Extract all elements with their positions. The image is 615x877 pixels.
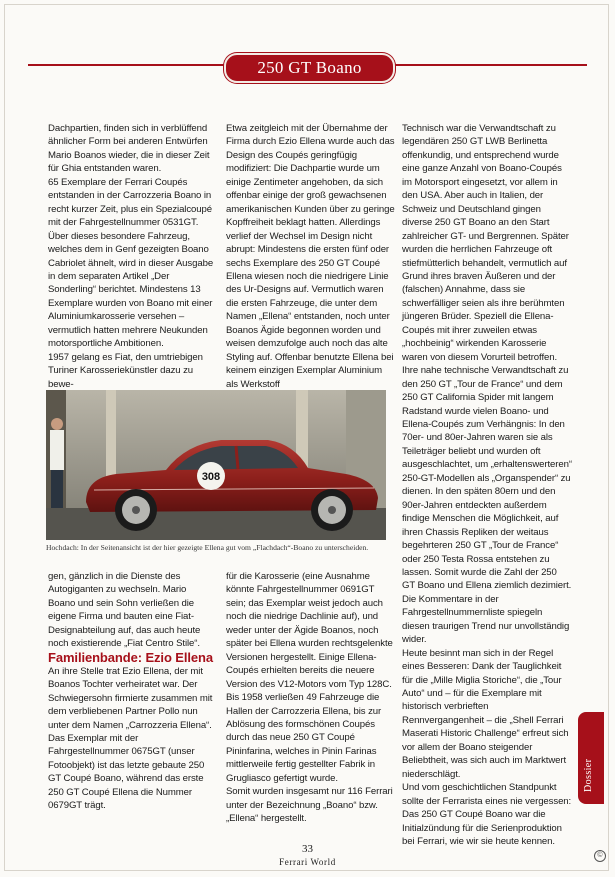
subheading: Familienbande: Ezio Ellena bbox=[48, 649, 213, 665]
paragraph: Etwa zeitgleich mit der Übernahme der Firma durch Ezio Ellena wurde auch das Design des Coupés geringfügig modifiziert: Die Dachpartie wurde um einige Zentimeter angehoben, da sich offenbar einige der groß gewachsenen amerikanischen Kunden über zu geringe Kopffreiheit beklagt hatten. Allerdings verlief der Wechsel im Design nicht abrupt: Mindestens die ersten fünf oder sechs Exemplare des 250 GT Coupé Ellena wiesen noch die niedrigere Linie des Ur-Designs auf. Vermutlich waren die ersten Fahrzeuge, die unter dem Namen „Ellena“ entstanden, noch unter Boanos Ägide begonnen worden und weisen demzufolge auch noch das alte Styling auf. Offenbar benutzte Ellena bei keinem einzigen Exemplar Aluminium als Werkstoff bbox=[226, 123, 395, 390]
column-2-top bbox=[226, 122, 396, 391]
paragraph: Heute besinnt man sich in der Regel eines Besseren: Dank der Tauglichkeit für die „Mille Miglia Storiche“, die „Tour Auto“ und – für die Exemplare mit historisch verbrieften Rennvergangenheit – die „Shell Ferrari Maserati Historic Challenge“ erfreut sich vor allem der Boano steigender Beliebtheit, was sich auch im Marktwert niederschlägt. bbox=[402, 647, 569, 780]
car-photo bbox=[46, 390, 386, 540]
race-number: 308 bbox=[201, 471, 221, 483]
header-rule-right bbox=[391, 64, 587, 66]
page-number: 33 bbox=[302, 843, 313, 855]
paragraph: Technisch war die Verwandtschaft zu legendären 250 GT LWB Berlinetta offenkundig, und entsprechend wurde eine ganze Anzahl von Boano-Coupés im Motorsport eingesetzt, vor allem in den USA. Aber auch in Italien, der Schweiz und Deutschland gingen diverse 250 GT Boano an den Start zahlreicher GT- und Bergrennen. Später wurden die herrlichen Fahrzeuge oft stiefmütterlich behandelt, vermutlich auf Grund ihres braven Äußeren und der (falschen) Annahme, dass sie schwerfälliger seien als ihre berühmten jüngeren Brüder. Speziell die Ellena-Coupés mit ihrer zuweilen etwas „hochbeinig“ wirkenden Karosserie waren von diesem Vorurteil betroffen. bbox=[402, 123, 569, 363]
paragraph: Dachpartien, finden sich in verblüffend ähnlicher Form bei anderen Entwürfen Mario Boanos wieder, die in dieser Zeit für Ghia entstanden waren. bbox=[48, 123, 210, 175]
paragraph: gen, gänzlich in die Dienste des Autogiganten zu wechseln. Mario Boano und sein Sohn verließen die eigene Firma und bauten eine Fiat-Designabteilung auf, das auch heute noch existierende „Fiat Centro Stile“. bbox=[48, 571, 201, 650]
paragraph: 65 Exemplare der Ferrari Coupés entstanden in der Carrozzeria Boano in recht kurzer Zeit, plus ein Spezialcoupé mit der Fahrgestellnummer 0531GT. Über dieses besondere Fahrzeug, welches dem in Genf gezeigten Boano Cabriolet ähnelt, wird in dieser Ausgabe in dem separaten Artikel „Der Sonderling“ berichtet. Mindestens 13 Exemplare wurden von Boano mit einer Aluminiumkarosserie versehen – vermutlich hatten mehrere Neukunden motorsportliche Ambitionen. bbox=[48, 176, 214, 350]
paragraph: Und vom geschichtlichen Standpunkt sollte der Ferrarista eines nie vergessen: Das 250 GT Coupé Boano war die Initialzündung für die Serienproduktion bei Ferrari, wie wir sie heute kennen. bbox=[402, 782, 572, 848]
copyright-icon: © bbox=[594, 850, 606, 862]
header-rule-left bbox=[28, 64, 224, 66]
car-illustration bbox=[46, 390, 386, 540]
photo-caption: Hochdach: In der Seitenansicht ist der hier gezeigte Ellena gut vom „Flachdach“-Boano zu unterscheiden. bbox=[46, 543, 369, 552]
section-title: 250 GT Boano bbox=[224, 53, 395, 83]
section-tab-label: Dossier bbox=[583, 758, 594, 792]
paragraph: Ihre nahe technische Verwandtschaft zu den 250 GT „Tour de France“ und dem 250 GT California Spider mit langem Radstand wurde vielen Boano- und Ellena-Coupés zum Verhängnis: In den 70er- und 80er-Jahren waren sie als Teileträger beliebt und wurden oft ausgeschlachtet, um „erhaltenswerteren“ 250-GT-Modellen als „Organspender“ zu dienen. In den späten 80ern und den 90er-Jahren entdeckten außerdem findige Menschen die Möglichkeit, auf ihren Chassis Repliken der weitaus begehrteren 250 GT „Tour de France“ oder 250 Testa Rossa entstehen zu lassen. Somit wurde die Zahl der 250 GT Boano und Ellena ziemlich dezimiert. Die Kommentare in der Fahrgestellnummernliste spiegeln diesen traurigen Trend nur unvollständig wider. bbox=[402, 365, 572, 646]
person-figure bbox=[50, 418, 64, 508]
column-1-bottom bbox=[48, 570, 216, 813]
column-3 bbox=[402, 122, 572, 848]
column-1-top bbox=[48, 122, 216, 391]
column-2-bottom bbox=[226, 570, 396, 826]
paragraph: An ihre Stelle trat Ezio Ellena, der mit Boanos Tochter verheiratet war. Der Schwiegersohn firmierte zusammen mit dem verbliebenen Partner Pollo nun unter dem Namen „Carrozzeria Ellena“. Das Exemplar mit der Fahrgestellnummer 0675GT (unser Fotoobjekt) ist das letzte gebaute 250 GT Coupé Boano, während das erste 250 GT Coupé Ellena die Nummer 0679GT trägt. bbox=[48, 665, 213, 812]
paragraph: Bis 1958 verließen 49 Fahrzeuge die Hallen der Carrozzeria Ellena, bis zur Ablösung des formschönen Coupés durch das neue 250 GT Coupé Pininfarina, welches in Pinin Farinas mittlerweile fertig gestellter Fabrik in Grugliasco gefertigt wurde. bbox=[226, 692, 382, 784]
paragraph: Somit wurden insgesamt nur 116 Ferrari unter der Bezeichnung „Boano“ bzw. „Ellena“ hergestellt. bbox=[226, 786, 393, 825]
paragraph: 1957 gelang es Fiat, den umtriebigen Turiner Karosseriekünstler dazu zu bewe- bbox=[48, 351, 203, 390]
publication-name: Ferrari World bbox=[279, 857, 336, 867]
paragraph: für die Karosserie (eine Ausnahme könnte Fahrgestellnummer 0691GT sein; das Exemplar weist jedoch auch noch die niedrige Dachlinie auf), und weder unter der Ägide Boanos, noch später bei Ellena wurden rechtsgelenkte Versionen hergestellt. Einige Ellena-Coupés erhielten bereits die neuere Version des V12-Motors vom Typ 128C. bbox=[226, 571, 393, 690]
